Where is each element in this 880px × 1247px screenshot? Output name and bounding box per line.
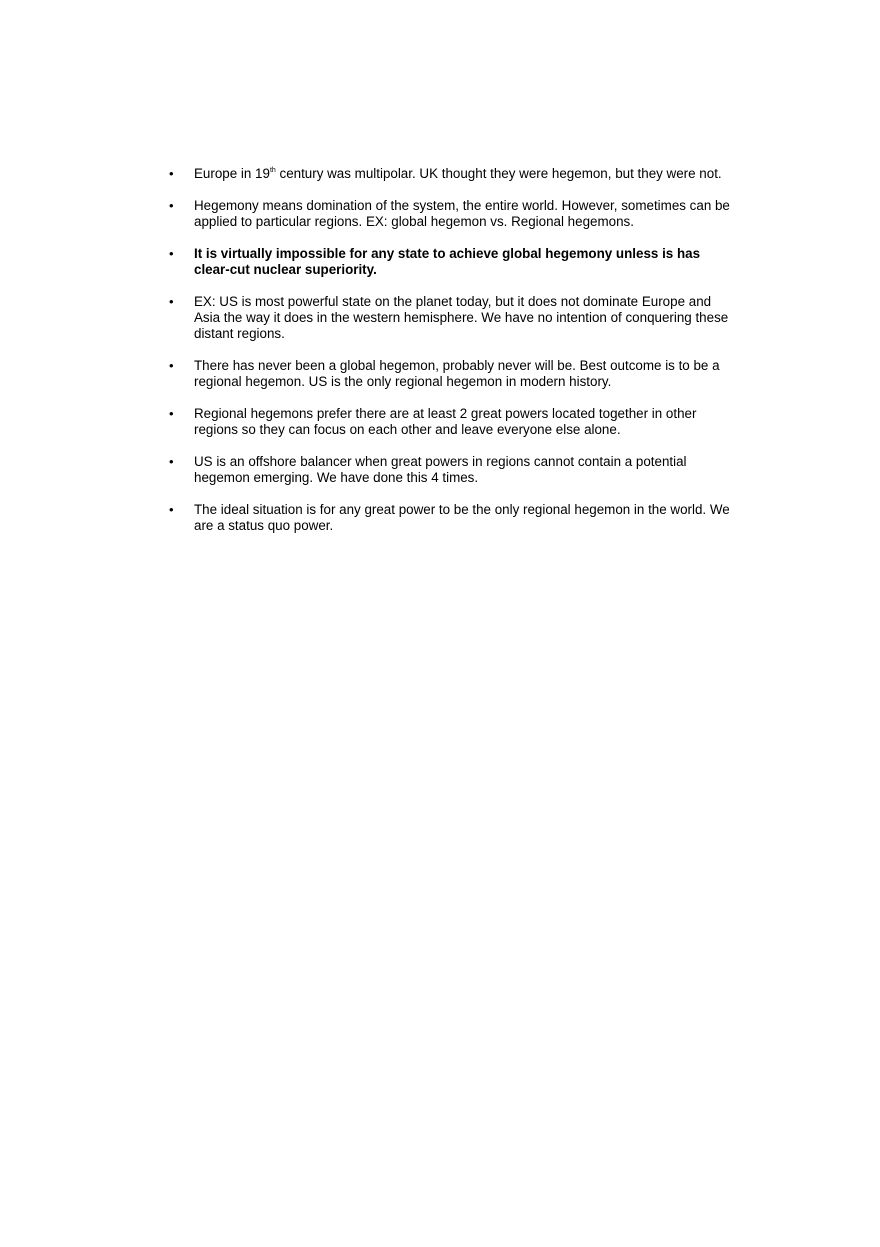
- notes-bullet-list: [169, 166, 739, 550]
- bullet-text: It is virtually impossible for any state to achieve global hegemony unless is has clear-cut nuclear superiority.: [194, 246, 701, 277]
- bullet-text: Hegemony means domination of the system, the entire world. However, sometimes can be applied to particular regions. EX: global hegemon vs. Regional hegemons.: [194, 198, 730, 229]
- list-item: [169, 358, 739, 390]
- bullet-point-icon: •: [169, 166, 174, 181]
- bullet-point-icon: •: [169, 246, 174, 261]
- bullet-text: Europe in 19th century was multipolar. UK thought they were hegemon, but they were not.: [194, 166, 722, 181]
- bullet-text: US is an offshore balancer when great powers in regions cannot contain a potential hegemon emerging. We have done this 4 times.: [194, 454, 687, 485]
- bullet-point-icon: •: [169, 406, 174, 421]
- bullet-text: EX: US is most powerful state on the planet today, but it does not dominate Europe and Asia the way it does in the western hemisphere. We have no intention of conquering these distant regions.: [194, 294, 729, 341]
- bullet-point-icon: •: [169, 454, 174, 469]
- bullet-point-icon: •: [169, 198, 174, 213]
- list-item-emphasized: [169, 246, 739, 278]
- bullet-text: Regional hegemons prefer there are at least 2 great powers located together in other regions so they can focus on each other and leave everyone else alone.: [194, 406, 697, 437]
- bullet-point-icon: •: [169, 294, 174, 309]
- list-item: [169, 454, 739, 486]
- list-item: [169, 502, 739, 534]
- bullet-point-icon: •: [169, 502, 174, 517]
- bullet-point-icon: •: [169, 358, 174, 373]
- list-item: [169, 166, 739, 182]
- bullet-text: There has never been a global hegemon, probably never will be. Best outcome is to be a regional hegemon. US is the only regional hegemon in modern history.: [194, 358, 720, 389]
- list-item: [169, 406, 739, 438]
- ordinal-superscript: th: [269, 167, 276, 174]
- bullet-text: The ideal situation is for any great power to be the only regional hegemon in the world. We are a status quo power.: [194, 502, 730, 533]
- list-item: [169, 198, 739, 230]
- list-item: [169, 294, 739, 342]
